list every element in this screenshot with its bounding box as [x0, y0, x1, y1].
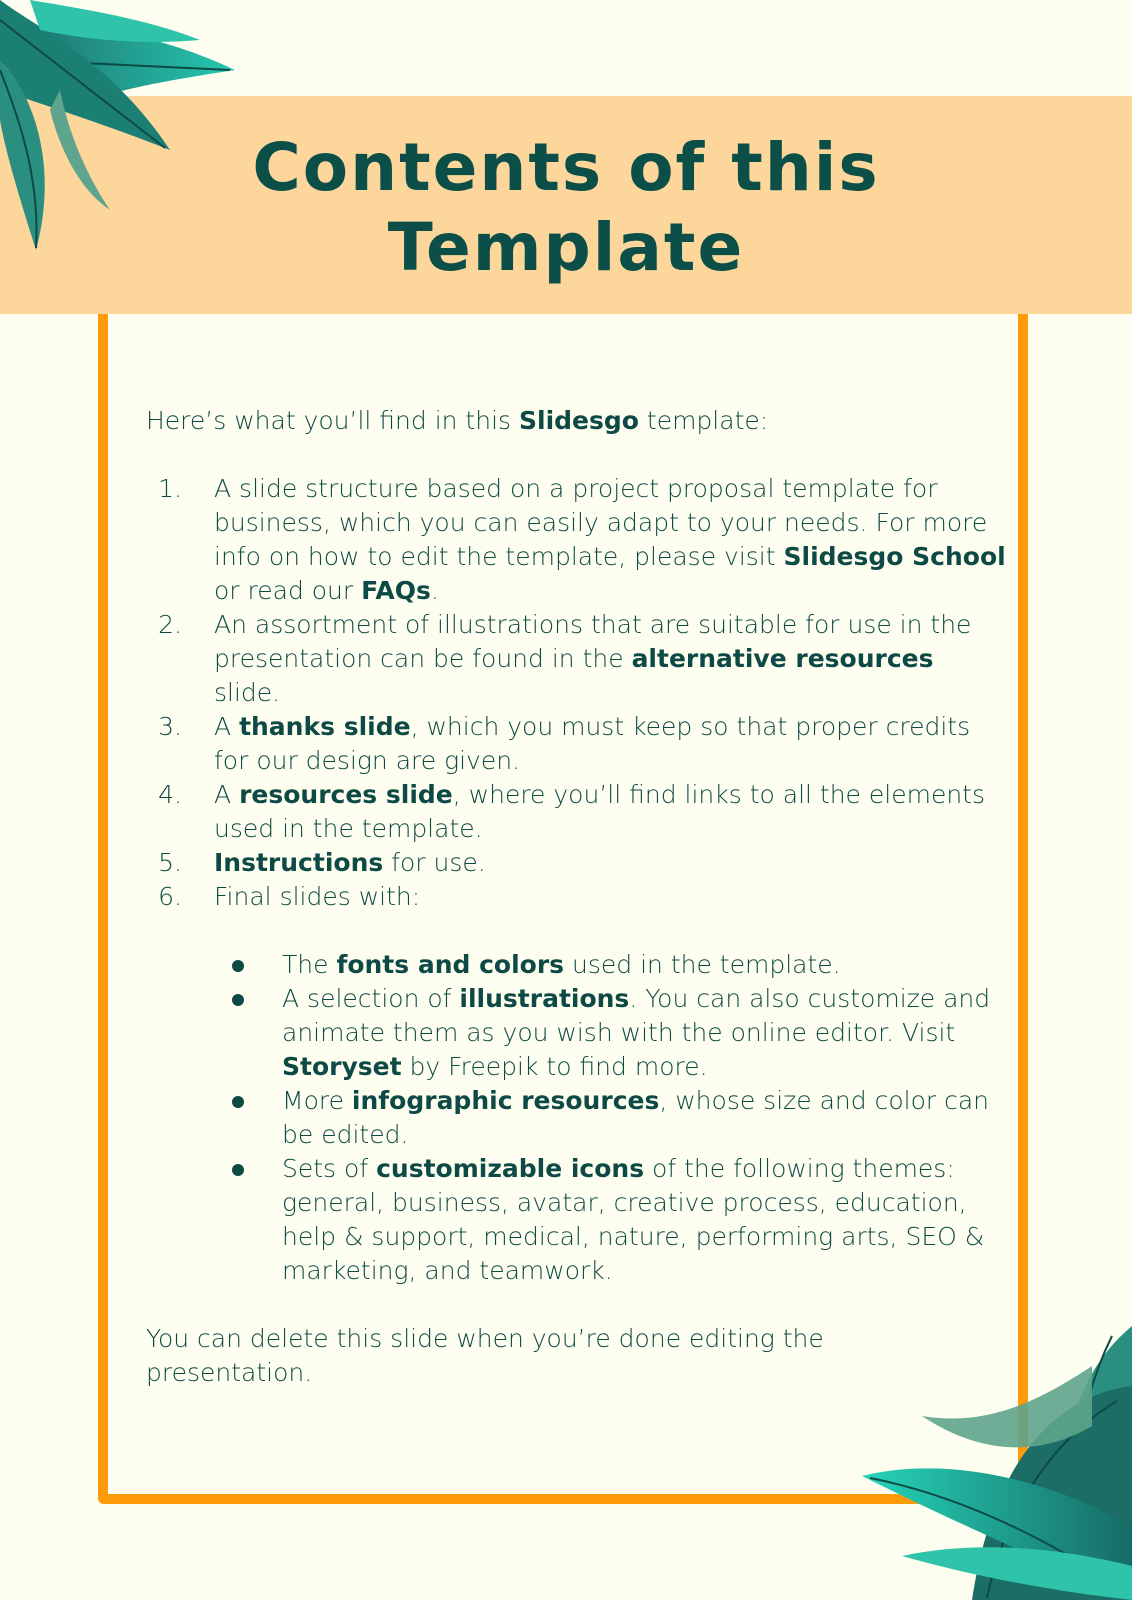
- title-line-1: Contents of this: [252, 129, 880, 206]
- list-item: 1. A slide structure based on a project proposal template for business, which you can easily adapt to your needs. For more info on how to edit the template, please visit Slidesgo School or read our FAQs.: [158, 474, 1006, 605]
- list-item: 6. Final slides with:: [158, 882, 421, 911]
- contents-list: [146, 472, 1006, 914]
- list-item: 3. A thanks slide, which you must keep so that proper credits for our design are given.: [158, 712, 971, 775]
- list-item: 2. An assortment of illustrations that are suitable for use in the presentation can be found in the alternative resources slide.: [158, 610, 972, 707]
- bullet-item: More infographic resources, whose size and color can be edited.: [146, 1084, 1006, 1152]
- outro-text: You can delete this slide when you’re done editing the presentation.: [146, 1324, 824, 1387]
- brand-name: Slidesgo: [519, 406, 639, 435]
- title-line-2: Template: [387, 209, 745, 286]
- content-body: [146, 404, 1006, 1390]
- storyset-link: Storyset: [282, 1052, 402, 1081]
- list-item: 4. A resources slide, where you’ll find links to all the elements used in the template.: [158, 780, 985, 843]
- palm-leaf-icon: [862, 1326, 1132, 1600]
- list-item: 5. Instructions for use.: [158, 848, 486, 877]
- intro-text: Here’s what you’ll find in this Slidesgo template:: [146, 406, 769, 435]
- bullet-item: The fonts and colors used in the template.: [146, 948, 1006, 982]
- bullet-icon: [232, 960, 244, 972]
- bullet-icon: [232, 994, 244, 1006]
- page-title: [0, 128, 1132, 288]
- bullet-item: A selection of illustrations. You can also customize and animate them as you wish with the online editor. Visit Storyset by Freepik to find more.: [146, 982, 1006, 1084]
- bullet-item: Sets of customizable icons of the following themes: general, business, avatar, creative process, education, help & support, medical, nature, performing arts, SEO & marketing, and teamwork.: [146, 1152, 1006, 1288]
- bullet-icon: [232, 1096, 244, 1108]
- final-slides-list: [146, 948, 1006, 1288]
- faqs-link: FAQs: [361, 576, 431, 605]
- slidesgo-school-link: Slidesgo School: [783, 542, 1006, 571]
- bullet-icon: [232, 1164, 244, 1176]
